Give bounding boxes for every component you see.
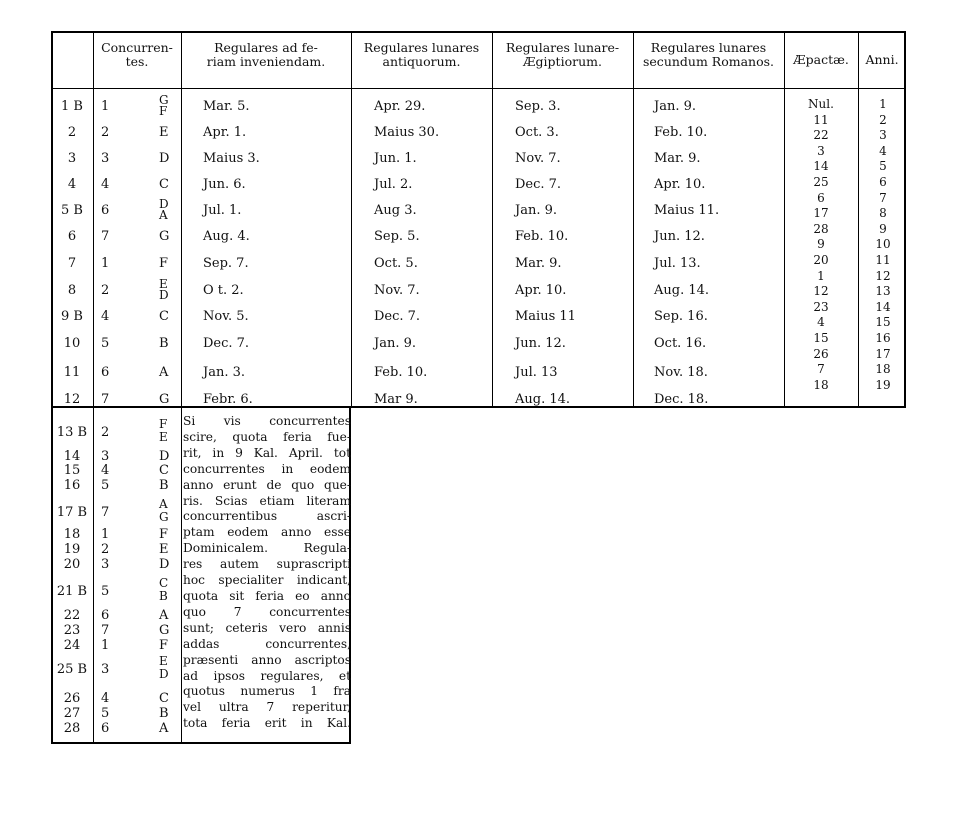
regular-feria: Aug. 4.	[203, 229, 250, 244]
dominical-letter: F	[159, 638, 169, 653]
regular-antiquorum: Jun. 1.	[374, 151, 417, 166]
concurrent-number: 5	[101, 336, 110, 351]
dominical-letter: C	[159, 309, 169, 324]
dominical-letter: D	[159, 557, 170, 572]
regular-antiquorum: Sep. 5.	[374, 229, 420, 244]
epacta-value: 23	[813, 299, 829, 314]
dominical-letter: F	[159, 527, 169, 542]
annus-value: 4	[879, 143, 887, 158]
concurrent-number: 7	[101, 623, 110, 638]
note-line: rit, in 9 Kal. April. tot	[183, 445, 351, 460]
cycle-year: 23	[63, 623, 81, 638]
regular-antiquorum: Maius 30.	[374, 125, 440, 140]
regular-aegyptiorum: Aug. 14.	[515, 392, 571, 407]
note-line: addas concurrentes,	[183, 636, 351, 651]
regular-aegyptiorum: Maius 11	[515, 309, 576, 324]
regular-antiquorum: Jan. 9.	[374, 336, 417, 351]
epacta-value: 11	[813, 112, 829, 127]
note-line: ris. Scias etiam literam	[183, 493, 351, 508]
cycle-year: 26	[63, 691, 81, 706]
concurrent-number: 7	[101, 392, 110, 407]
note-line: tota feria erit in Kal.	[183, 716, 351, 731]
concurrent-number: 6	[101, 721, 110, 736]
annus-value: 6	[879, 175, 887, 189]
dominical-letter: C	[159, 691, 169, 706]
note-line: præsenti anno ascriptos	[183, 652, 351, 667]
dominical-letter: E	[159, 654, 168, 668]
note-line: vel ultra 7 reperitur,	[183, 700, 351, 715]
note-line: anno erunt de quo que-	[183, 477, 351, 492]
regular-aegyptiorum: Apr. 10.	[515, 283, 567, 298]
note-line: quo 7 concurrentes	[183, 604, 351, 619]
cycle-year: 27	[63, 706, 81, 721]
note-line: concurrentes in eodem	[183, 461, 351, 476]
annus-value: 8	[879, 206, 887, 221]
annus-value: 13	[875, 284, 891, 299]
concurrent-number: 6	[101, 608, 110, 623]
dominical-letter: C	[159, 576, 169, 590]
lower-table	[51, 408, 351, 744]
dominical-letter: E	[159, 542, 169, 557]
annus-value: 2	[879, 112, 887, 127]
epacta-value: 9	[817, 237, 825, 252]
concurrent-number: 4	[101, 309, 110, 324]
dominical-letter: A	[159, 208, 168, 222]
dominical-letter: A	[159, 497, 168, 511]
regular-romanos: Dec. 18.	[654, 392, 709, 407]
cycle-year: 24	[63, 638, 81, 653]
regular-antiquorum: Nov. 7.	[374, 283, 420, 298]
dominical-letter: G	[159, 93, 169, 107]
concurrent-number: 3	[101, 662, 110, 677]
cycle-year: 18	[63, 527, 81, 542]
cycle-year: 2	[67, 125, 77, 140]
header-lunares-antiquorum: Regulares lunares antiquorum.	[363, 40, 480, 69]
annus-value: 9	[879, 221, 887, 236]
concurrent-number: 3	[101, 449, 110, 464]
regular-feria: Jan. 3.	[203, 365, 246, 380]
epacta-value: 18	[813, 377, 829, 392]
dominical-letter: D	[159, 197, 169, 211]
cycle-year: 25 B	[56, 662, 88, 677]
annus-value: 16	[875, 331, 891, 345]
regular-aegyptiorum: Oct. 3.	[515, 125, 559, 140]
dominical-letter: G	[159, 510, 169, 524]
note-line: quota sit feria eo anno	[183, 588, 351, 603]
regular-romanos: Jan. 9.	[654, 99, 697, 114]
dominical-letter: D	[159, 449, 170, 464]
cycle-year: 1 B	[61, 99, 83, 114]
annus-value: 10	[875, 237, 891, 252]
concurrent-number: 3	[101, 557, 110, 572]
regular-romanos: Maius 11.	[654, 203, 720, 218]
regular-feria: Sep. 7.	[203, 256, 249, 271]
concurrent-number: 5	[101, 706, 110, 721]
note-line: ad ipsos regulares, et	[183, 668, 351, 683]
cycle-year: 20	[63, 557, 81, 572]
regular-romanos: Aug. 14.	[654, 283, 710, 298]
annus-value: 19	[875, 377, 891, 392]
concurrent-number: 1	[101, 256, 110, 271]
dominical-letter: D	[159, 151, 170, 166]
cycle-year: 28	[63, 721, 81, 736]
epacta-value: 1	[817, 268, 825, 283]
epacta-value: 12	[813, 284, 829, 299]
epacta-value: 4	[817, 315, 825, 330]
regular-feria: Jun. 6.	[203, 177, 246, 192]
regular-aegyptiorum: Feb. 10.	[515, 229, 569, 244]
regular-aegyptiorum: Jan. 9.	[515, 203, 558, 218]
epacta-value: 26	[813, 346, 829, 361]
header-concurrentes: Concurren- tes.	[101, 40, 173, 69]
annus-value: 14	[875, 299, 891, 314]
dominical-letter: C	[159, 177, 169, 192]
regular-antiquorum: Oct. 5.	[374, 256, 418, 271]
dominical-letter: D	[159, 288, 169, 302]
epacta-value: 25	[813, 175, 829, 189]
concurrent-number: 2	[101, 125, 110, 140]
cycle-year: 13 B	[56, 425, 88, 440]
regular-romanos: Mar. 9.	[654, 151, 701, 166]
cycle-year: 9 B	[61, 309, 83, 324]
annus-value: 1	[879, 97, 887, 111]
annus-value: 12	[875, 268, 891, 283]
epacta-value: 14	[813, 159, 829, 174]
note-line: res autem suprascripti	[183, 557, 351, 572]
header-epactae: Æpactæ.	[793, 52, 849, 67]
cycle-year: 10	[63, 336, 81, 351]
note-line: Si vis concurrentes	[183, 414, 351, 428]
regular-feria: Febr. 6.	[203, 392, 253, 407]
header-lunares-aegyptiorum: Regulares lunare- Ægiptiorum.	[505, 40, 620, 69]
concurrent-number: 1	[101, 638, 110, 653]
epacta-value: 3	[817, 143, 825, 158]
annus-value: 15	[875, 315, 891, 330]
header-rule	[53, 88, 904, 89]
concurrent-number: 2	[101, 425, 110, 440]
cycle-year: 5 B	[61, 203, 83, 218]
epacta-value: 28	[813, 221, 829, 236]
col-divider	[181, 408, 182, 742]
regular-romanos: Oct. 16.	[654, 336, 707, 351]
regular-romanos: Nov. 18.	[654, 365, 708, 380]
dominical-letter: G	[159, 623, 170, 638]
regular-romanos: Jul. 13.	[654, 256, 701, 271]
regular-romanos: Feb. 10.	[654, 125, 708, 140]
epacta-value: 17	[813, 206, 829, 221]
regular-feria: Maius 3.	[203, 151, 260, 166]
header-anni: Anni.	[865, 52, 899, 67]
cycle-year: 16	[63, 478, 81, 493]
dominical-letter: C	[159, 463, 169, 478]
dominical-letter: B	[159, 706, 169, 721]
cycle-year: 19	[63, 542, 81, 557]
regular-feria: Apr. 1.	[203, 125, 247, 140]
dominical-letter: G	[159, 392, 170, 407]
regular-antiquorum: Apr. 29.	[374, 99, 426, 114]
cycle-year: 4	[67, 177, 77, 192]
concurrent-number: 1	[101, 99, 110, 114]
dominical-letter: G	[159, 229, 170, 244]
regular-feria: Mar. 5.	[203, 99, 250, 114]
dominical-letter: F	[159, 417, 168, 431]
concurrent-number: 1	[101, 527, 110, 542]
annus-value: 7	[879, 190, 887, 205]
concurrent-number: 5	[101, 478, 110, 493]
regular-feria: Nov. 5.	[203, 309, 249, 324]
note-line: Dominicalem. Regula-	[183, 541, 351, 556]
cycle-year: 22	[63, 608, 81, 623]
cycle-year: 8	[67, 283, 77, 298]
concurrent-number: 3	[101, 151, 110, 166]
note-line: hoc specialiter indicant,	[183, 573, 351, 588]
note-line: scire, quota feria fue-	[183, 429, 351, 444]
concurrent-number: 6	[101, 365, 110, 380]
dominical-letter: A	[159, 365, 169, 380]
regular-feria: Jul. 1.	[203, 203, 242, 218]
dominical-letter: D	[159, 667, 169, 681]
regular-aegyptiorum: Mar. 9.	[515, 256, 562, 271]
epacta-value: 7	[817, 362, 825, 377]
epacta-value: 6	[817, 190, 825, 205]
regular-romanos: Apr. 10.	[654, 177, 706, 192]
dominical-letter: B	[159, 336, 169, 351]
dominical-letter: A	[159, 721, 169, 736]
regular-feria: Dec. 7.	[203, 336, 250, 351]
epacta-value: 22	[813, 128, 829, 143]
concurrent-number: 7	[101, 229, 110, 244]
cycle-year: 3	[67, 151, 77, 166]
note-line: concurrentibus ascri-	[183, 509, 351, 524]
col-divider	[93, 408, 94, 742]
regular-aegyptiorum: Dec. 7.	[515, 177, 562, 192]
concurrent-number: 4	[101, 463, 110, 478]
dominical-letter: E	[159, 277, 168, 291]
regular-aegyptiorum: Jul. 13	[515, 365, 558, 380]
dominical-letter: F	[159, 256, 169, 271]
concurrent-number: 6	[101, 203, 110, 218]
concurrent-number: 4	[101, 691, 110, 706]
note-line: ptam eodem anno esse	[183, 525, 351, 540]
epacta-value: Nul.	[808, 97, 834, 111]
note-line: sunt; ceteris vero annis	[183, 620, 351, 635]
cycle-year: 21 B	[56, 584, 88, 599]
cycle-year: 7	[67, 256, 77, 271]
regular-aegyptiorum: Sep. 3.	[515, 99, 561, 114]
dominical-letter: E	[159, 430, 168, 444]
epacta-value: 20	[813, 253, 829, 267]
regular-romanos: Jun. 12.	[654, 229, 705, 244]
annus-value: 17	[875, 346, 891, 361]
upper-table	[51, 31, 906, 408]
explanatory-note	[183, 414, 351, 732]
note-line: quotus numerus 1 fra	[183, 684, 351, 699]
header-regulares-feriam: Regulares ad fe- riam inveniendam.	[206, 40, 326, 69]
cycle-year: 11	[63, 365, 81, 380]
concurrent-number: 4	[101, 177, 110, 192]
regular-antiquorum: Jul. 2.	[374, 177, 413, 192]
regular-antiquorum: Feb. 10.	[374, 365, 428, 380]
annus-value: 11	[875, 253, 891, 267]
regular-aegyptiorum: Nov. 7.	[515, 151, 561, 166]
concurrent-number: 5	[101, 584, 110, 599]
annus-value: 3	[879, 128, 887, 143]
regular-aegyptiorum: Jun. 12.	[515, 336, 566, 351]
dominical-letter: A	[159, 608, 169, 623]
regular-antiquorum: Dec. 7.	[374, 309, 421, 324]
epacta-value: 15	[813, 331, 829, 345]
cycle-year: 15	[63, 463, 81, 478]
cycle-year: 17 B	[56, 505, 88, 520]
dominical-letter: E	[159, 125, 169, 140]
regular-antiquorum: Mar 9.	[374, 392, 418, 407]
annus-value: 18	[875, 362, 891, 377]
annus-value: 5	[879, 159, 887, 174]
regular-antiquorum: Aug 3.	[374, 203, 417, 218]
dominical-letter: B	[159, 589, 168, 603]
regular-feria: O t. 2.	[203, 283, 244, 298]
dominical-letter: B	[159, 478, 169, 493]
concurrent-number: 2	[101, 283, 110, 298]
concurrent-number: 7	[101, 505, 110, 520]
dominical-letter: F	[159, 104, 168, 118]
header-lunares-romanos: Regulares lunares secundum Romanos.	[643, 40, 774, 69]
regular-romanos: Sep. 16.	[654, 309, 708, 324]
cycle-year: 14	[63, 449, 81, 464]
cycle-year: 12	[63, 392, 81, 407]
cycle-year: 6	[67, 229, 77, 244]
concurrent-number: 2	[101, 542, 110, 557]
